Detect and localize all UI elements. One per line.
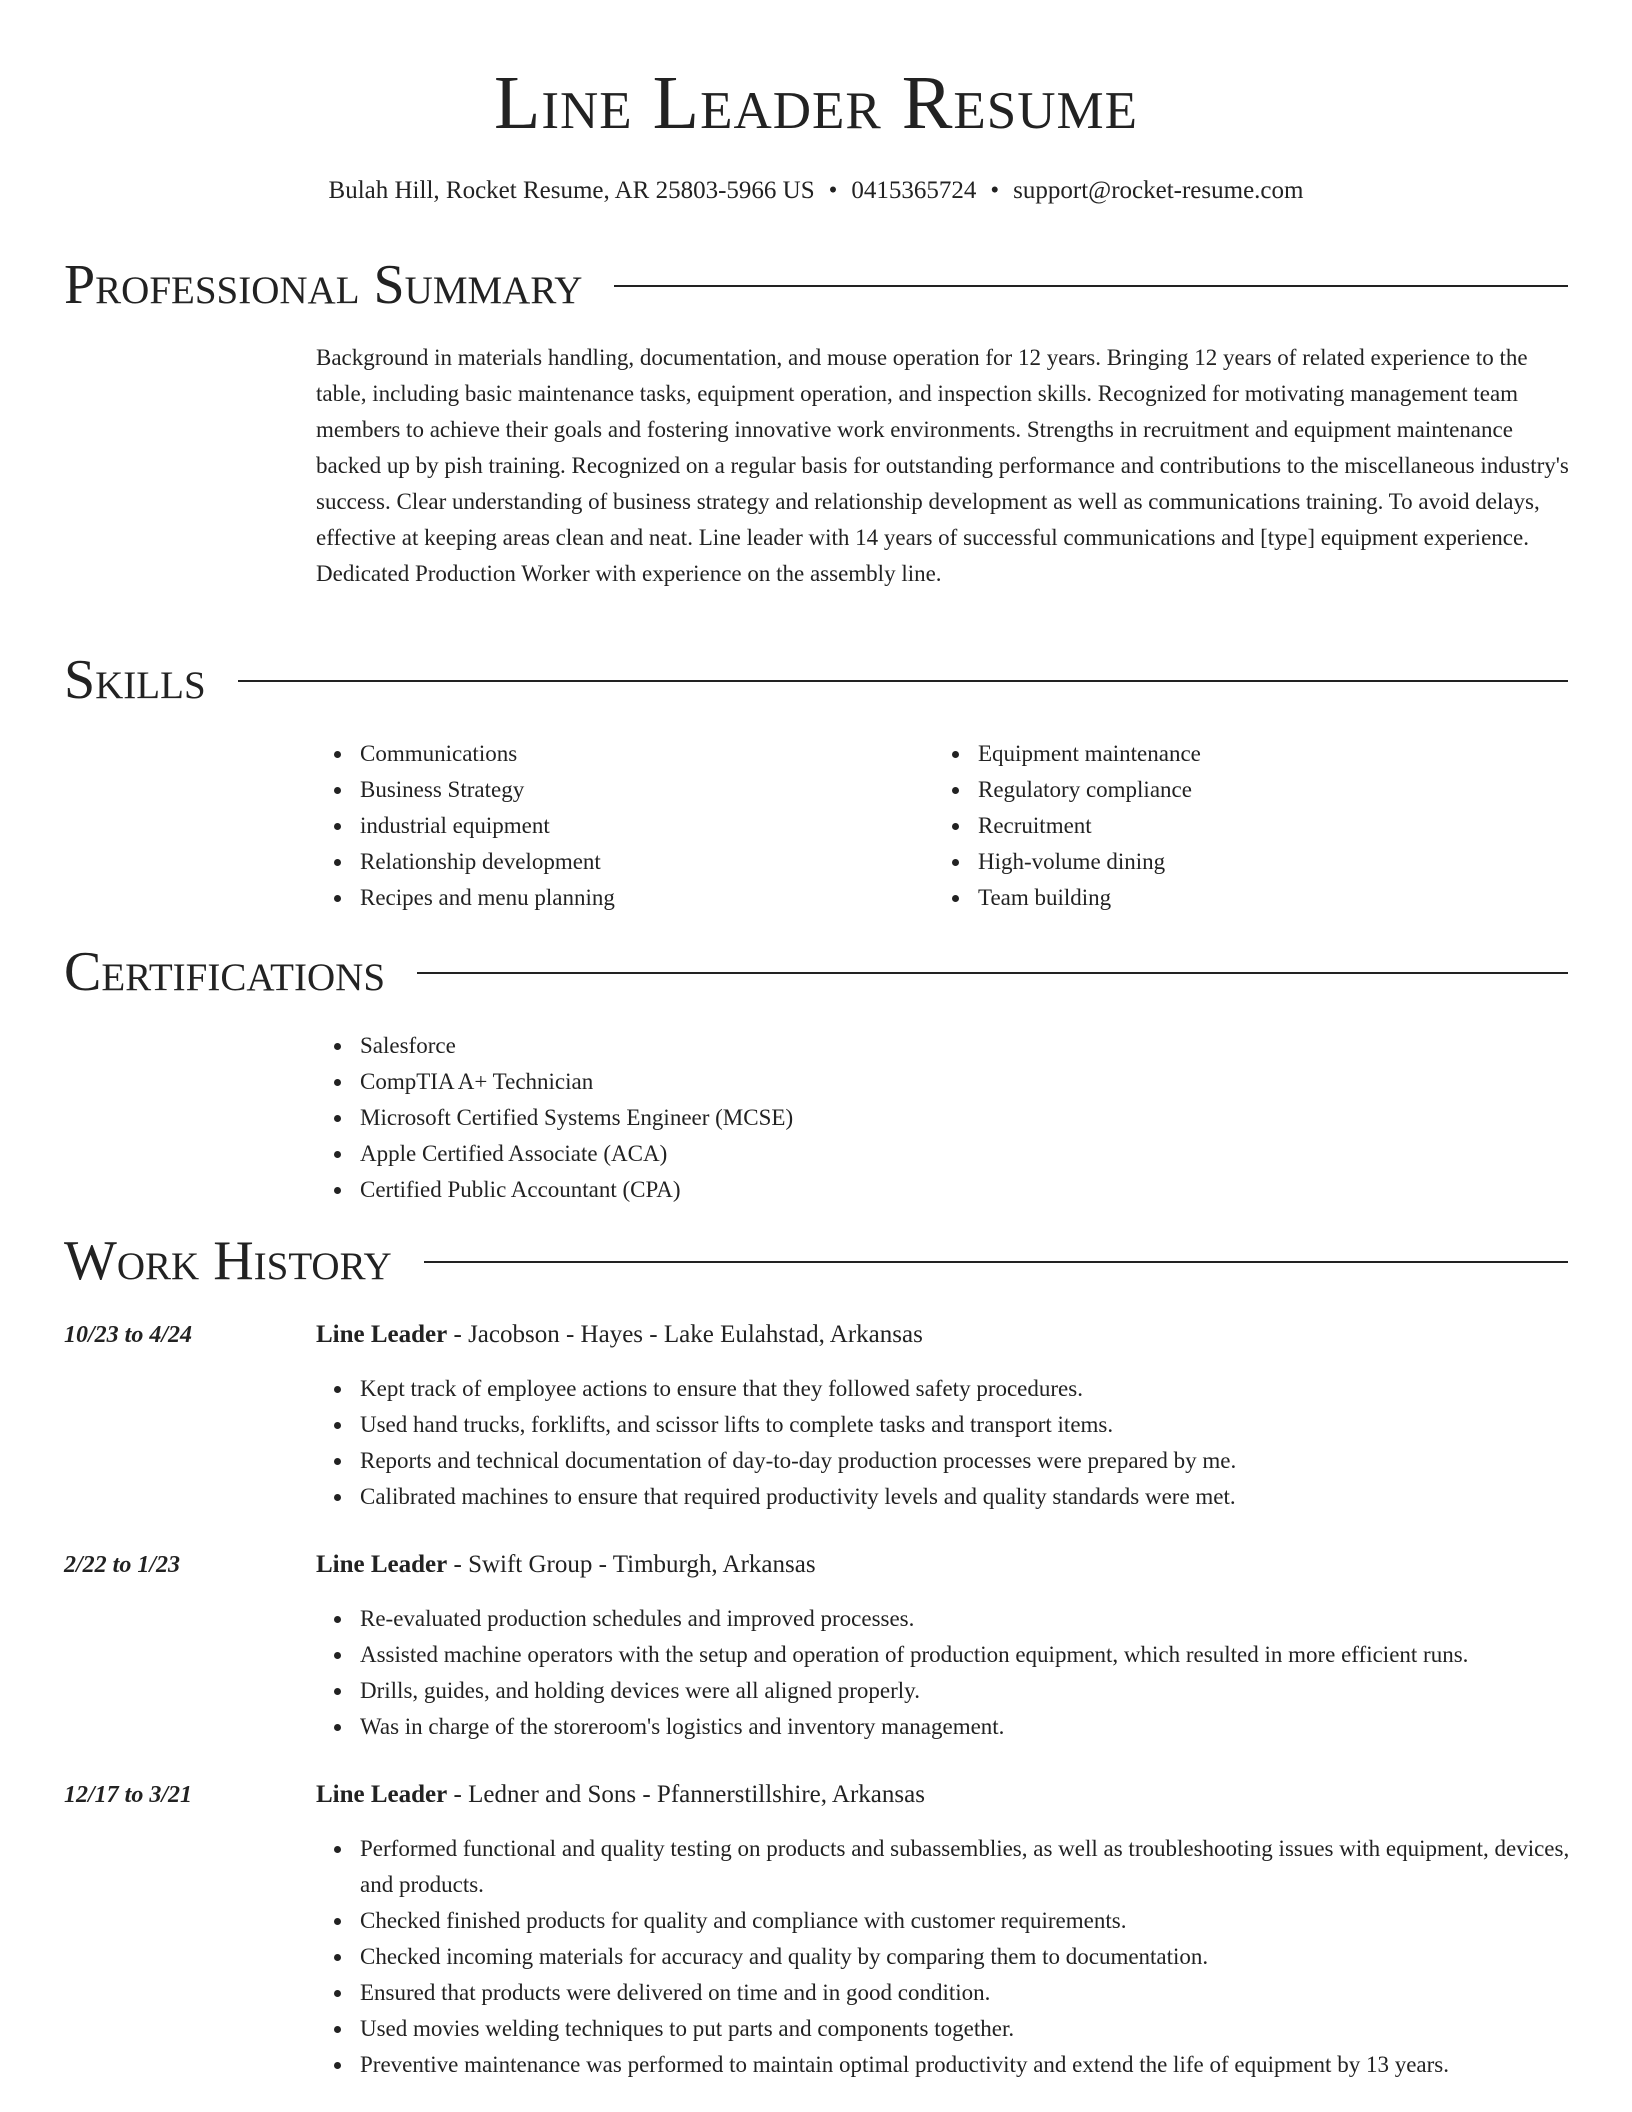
skill-item: Communications [316,736,916,772]
certification-item: Microsoft Certified Systems Engineer (MCSE) [316,1100,1316,1136]
section-divider [238,680,1568,682]
skill-item: High-volume dining [934,844,1534,880]
job-heading [316,1777,1574,1813]
skills-list-column-1 [316,736,916,916]
contact-address: Bulah Hill, Rocket Resume, AR 25803-5966 US [328,177,815,204]
skill-item: Team building [934,880,1534,916]
job-duty: Used hand trucks, forklifts, and scissor lifts to complete tasks and transport items. [316,1407,1574,1443]
section-title: Work History [64,1230,392,1292]
skill-item: Recruitment [934,808,1534,844]
section-header-certifications [64,937,1568,1007]
skill-item: Business Strategy [316,772,916,808]
section-header-work-history [64,1226,1568,1296]
certification-item: Salesforce [316,1028,1316,1064]
certification-item: Certified Public Accountant (CPA) [316,1172,1316,1208]
job-duty: Checked finished products for quality and compliance with customer requirements. [316,1903,1574,1939]
job-employer: - Jacobson - Hayes - Lake Eulahstad, Arkansas [447,1321,923,1348]
section-header-skills [64,645,1568,715]
job-duty: Was in charge of the storeroom's logistics and inventory management. [316,1709,1574,1745]
skill-item: Regulatory compliance [934,772,1534,808]
job-duty: Used movies welding techniques to put parts and components together. [316,2011,1574,2047]
job-dates: 2/22 to 1/23 [64,1552,181,1578]
skill-item: Equipment maintenance [934,736,1534,772]
skill-item: Recipes and menu planning [316,880,916,916]
job-duty: Calibrated machines to ensure that required productivity levels and quality standards were met. [316,1479,1574,1515]
section-header-summary [64,250,1568,320]
section-title: Skills [64,649,206,711]
skill-item: Relationship development [316,844,916,880]
job-heading [316,1547,1574,1583]
job-title: Line Leader [316,1781,448,1808]
job-duty: Checked incoming materials for accuracy and quality by comparing them to documentation. [316,1939,1574,1975]
job-duty: Kept track of employee actions to ensure that they followed safety procedures. [316,1371,1574,1407]
job-dates: 10/23 to 4/24 [64,1322,193,1348]
job-duty: Reports and technical documentation of day-to-day production processes were prepared by me. [316,1443,1574,1479]
job-duty: Ensured that products were delivered on time and in good condition. [316,1975,1574,2011]
job-duty: Assisted machine operators with the setup and operation of production equipment, which resulted in more efficient runs. [316,1637,1574,1673]
certifications-list [316,1028,1316,1208]
job-duty: Re-evaluated production schedules and improved processes. [316,1601,1574,1637]
section-title: Certifications [64,941,386,1003]
certification-item: Apple Certified Associate (ACA) [316,1136,1316,1172]
job-employer: - Swift Group - Timburgh, Arkansas [447,1551,816,1578]
job-duty: Drills, guides, and holding devices were all aligned properly. [316,1673,1574,1709]
job-duties-list [316,1371,1574,1515]
contact-line [0,174,1632,208]
skill-item: industrial equipment [316,808,916,844]
section-divider [614,285,1568,287]
job-duty: Performed functional and quality testing on products and subassemblies, as well as troubleshooting issues with equipment, devices, and products. [316,1831,1574,1903]
job-title: Line Leader [316,1321,448,1348]
resume-title: Line Leader Resume [493,61,1139,145]
job-duty: Preventive maintenance was performed to maintain optimal productivity and extend the life of equipment by 13 years. [316,2047,1574,2083]
job-duties-list [316,1831,1574,2083]
contact-phone: 0415365724 [851,177,977,204]
job-title: Line Leader [316,1551,448,1578]
section-divider [417,972,1568,974]
job-dates: 12/17 to 3/21 [64,1782,193,1808]
contact-separator: • [990,177,1000,204]
summary-text: Background in materials handling, documentation, and mouse operation for 12 years. Bringing 12 years of related experience to the table, including basic maintenance tasks, equipment operation, and inspection skills. Recognized for motivating management team members to achieve their goals and fostering innovative work environments. Strengths in recruitment and equipment maintenance backed up by pish training. Recognized on a regular basis for outstanding performance and contributions to the miscellaneous industry's success. Clear understanding of business strategy and relationship development as well as communications training. To avoid delays, effective at keeping areas clean and neat. Line leader with 14 years of successful communications and [type] equipment experience. Dedicated Production Worker with experience on the assembly line. [316,345,1569,586]
section-title: Professional Summary [64,254,583,316]
contact-separator: • [828,177,838,204]
section-divider [424,1261,1568,1263]
job-duties-list [316,1601,1574,1745]
certification-item: CompTIA A+ Technician [316,1064,1316,1100]
skills-list-column-2 [934,736,1534,916]
contact-email: support@rocket-resume.com [1013,177,1304,204]
job-employer: - Ledner and Sons - Pfannerstillshire, Arkansas [447,1781,925,1808]
job-heading [316,1317,1574,1353]
